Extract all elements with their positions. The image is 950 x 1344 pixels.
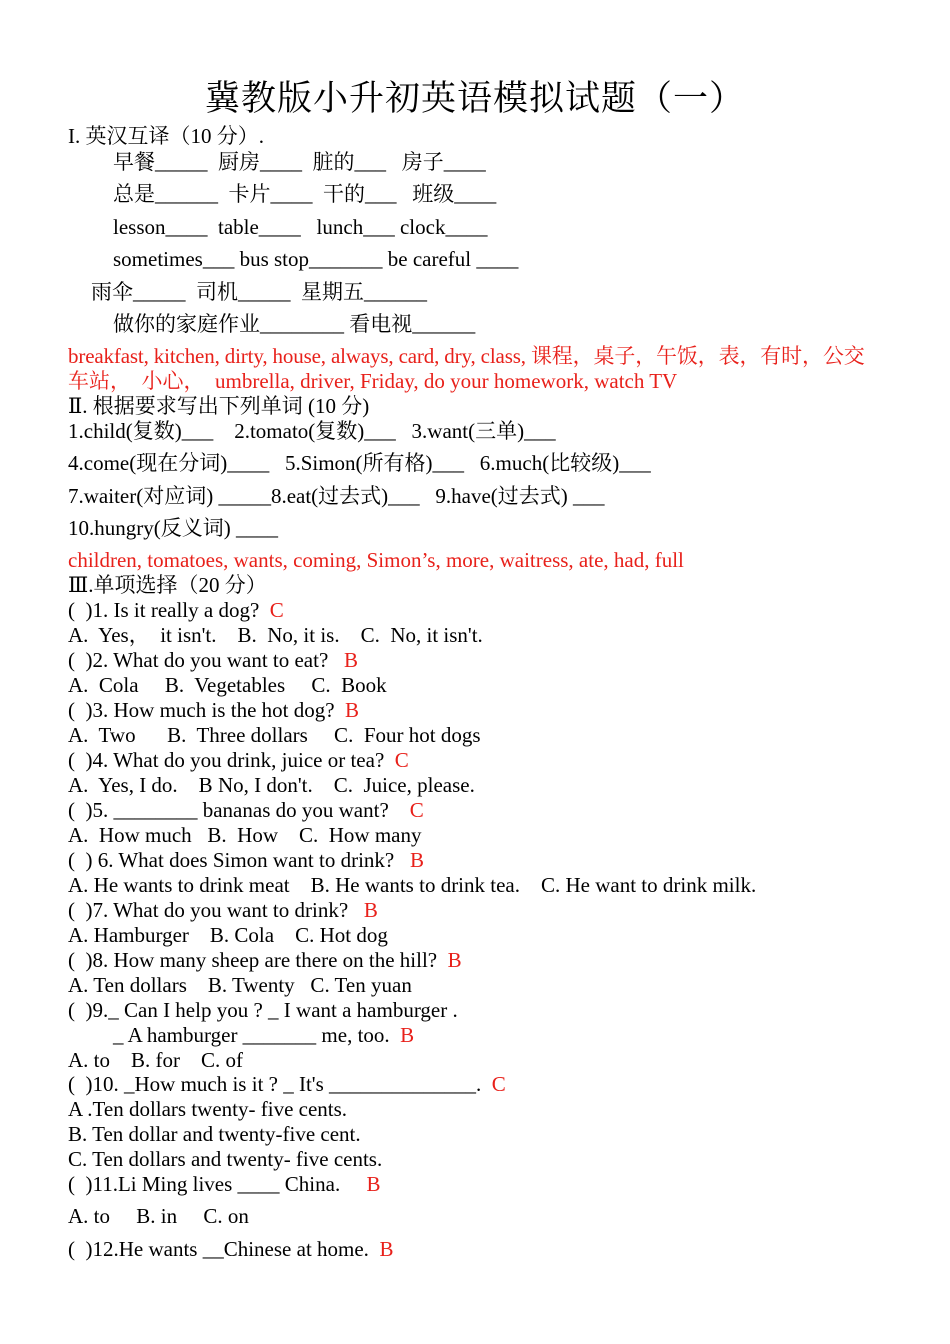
word-form-row: 1.child(复数)___ 2.tomato(复数)___ 3.want(三单)___ <box>68 419 556 443</box>
question-8 <box>68 947 462 973</box>
translation-row: 总是______ 卡片____ 干的___ 班级____ <box>113 182 497 206</box>
question-option: B. Ten dollar and twenty-five cent. <box>68 1122 361 1146</box>
question-text: ( )10. _How much is it ? _ It's ______________. <box>68 1072 492 1096</box>
question-text: _ A hamburger _______ me, too. <box>113 1023 401 1047</box>
question-10 <box>68 1071 506 1097</box>
answer-key: B <box>363 898 378 922</box>
question-options: A. He wants to drink meat B. He wants to drink tea. C. He want to drink milk. <box>68 873 757 897</box>
translation-row: 早餐_____ 厨房____ 脏的___ 房子____ <box>113 150 486 174</box>
question-text: ( )3. How much is the hot dog? <box>68 698 346 722</box>
answer-key: B <box>379 1237 394 1261</box>
question-text: ( )4. What do you drink, juice or tea? <box>68 748 395 772</box>
section-1-answer: breakfast, kitchen, dirty, house, always, card, dry, class, 课程，桌子，午饭，表，有时，公交 <box>68 344 865 368</box>
translation-row: lesson____ table____ lunch___ clock____ <box>113 215 488 239</box>
answer-key: B <box>344 648 359 672</box>
translation-row: sometimes___ bus stop_______ be careful ____ <box>113 247 519 271</box>
question-9: ( )9._ Can I help you ? _ I want a hamburger . <box>68 998 458 1022</box>
section-3-heading: Ⅲ.单项选择（20 分） <box>68 573 267 597</box>
answer-key: C <box>409 798 424 822</box>
question-options: A. Yes, I do. B No, I don't. C. Juice, please. <box>68 773 475 797</box>
question-text: ( ) 6. What does Simon want to drink? <box>68 848 410 872</box>
answer-key: B <box>400 1023 415 1047</box>
question-text: ( )5. ________ bananas do you want? <box>68 798 410 822</box>
section-2-answer: children, tomatoes, wants, coming, Simon’s, more, waitress, ate, had, full <box>68 548 684 572</box>
answer-key: C <box>269 598 284 622</box>
question-text: ( )8. How many sheep are there on the hill? <box>68 948 448 972</box>
section-1-answer: 车站， 小心， umbrella, driver, Friday, do your homework, watch TV <box>68 369 678 393</box>
answer-key: B <box>345 698 360 722</box>
translation-row: 做你的家庭作业________ 看电视______ <box>113 312 476 336</box>
answer-key: B <box>366 1172 381 1196</box>
question-text: ( )7. What do you want to drink? <box>68 898 364 922</box>
answer-key: B <box>409 848 424 872</box>
question-options: A. Hamburger B. Cola C. Hot dog <box>68 923 388 947</box>
section-1-heading: I. 英汉互译（10 分）. <box>68 124 264 148</box>
answer-key: C <box>491 1072 506 1096</box>
question-text: ( )1. Is it really a dog? <box>68 598 270 622</box>
question-options: A. to B. in C. on <box>68 1204 249 1228</box>
question-options: A. How much B. How C. How many <box>68 823 422 847</box>
question-4 <box>68 747 409 773</box>
question-text: ( )11.Li Ming lives ____ China. <box>68 1172 367 1196</box>
answer-key: C <box>394 748 409 772</box>
question-options: A. Ten dollars B. Twenty C. Ten yuan <box>68 973 412 997</box>
question-options: A. Yes， it isn't. B. No, it is. C. No, it isn't. <box>68 623 483 647</box>
question-5 <box>68 797 424 823</box>
question-2 <box>68 647 358 673</box>
question-9-line-2 <box>113 1022 414 1048</box>
question-3 <box>68 697 359 723</box>
question-1 <box>68 597 284 623</box>
question-12 <box>68 1236 393 1262</box>
question-options: A. Two B. Three dollars C. Four hot dogs <box>68 723 481 747</box>
page-title: 冀教版小升初英语模拟试题（一） <box>204 79 745 118</box>
question-options: A. Cola B. Vegetables C. Book <box>68 673 387 697</box>
question-text: ( )12.He wants __Chinese at home. <box>68 1237 380 1261</box>
question-option: C. Ten dollars and twenty- five cents. <box>68 1147 383 1171</box>
question-options: A. to B. for C. of <box>68 1048 243 1072</box>
question-text: ( )2. What do you want to eat? <box>68 648 345 672</box>
translation-row: 雨伞_____ 司机_____ 星期五______ <box>91 280 427 304</box>
answer-key: B <box>447 948 462 972</box>
section-2-heading: Ⅱ. 根据要求写出下列单词 (10 分) <box>68 394 370 418</box>
word-form-row: 4.come(现在分词)____ 5.Simon(所有格)___ 6.much(比较级)___ <box>68 451 651 475</box>
question-11 <box>68 1171 380 1197</box>
question-6 <box>68 847 424 873</box>
question-7 <box>68 897 378 923</box>
question-option: A .Ten dollars twenty- five cents. <box>68 1097 348 1121</box>
word-form-row: 10.hungry(反义词) ____ <box>68 516 278 540</box>
word-form-row: 7.waiter(对应词) _____8.eat(过去式)___ 9.have(过去式) ___ <box>68 484 605 508</box>
